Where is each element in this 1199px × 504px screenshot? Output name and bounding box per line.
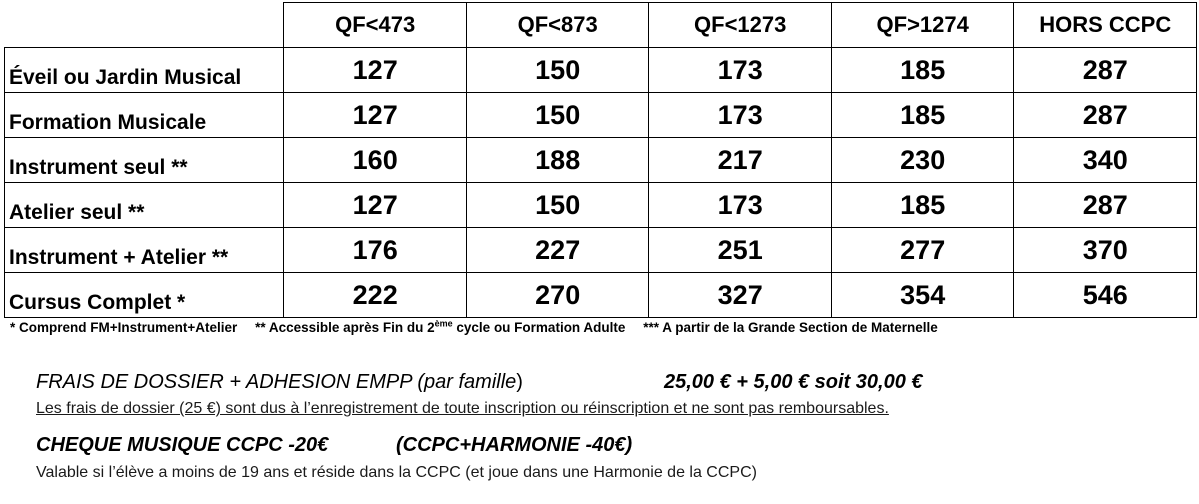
footnote-accessible [255, 320, 625, 335]
header-corner [5, 3, 284, 48]
price-cell: 370 [1014, 228, 1197, 273]
row-label: Atelier seul ** [5, 183, 284, 228]
price-cell: 150 [466, 183, 649, 228]
row-label: Éveil ou Jardin Musical [5, 48, 284, 93]
price-cell: 251 [649, 228, 832, 273]
fees-amounts: 25,00 € + 5,00 € soit 30,00 € [664, 371, 923, 393]
price-cell: 127 [284, 183, 467, 228]
cheque-title: CHEQUE MUSIQUE CCPC -20€ [36, 434, 329, 456]
table-row [5, 273, 1197, 318]
cheque-harmonie: (CCPC+HARMONIE -40€) [396, 434, 633, 456]
price-cell: 188 [466, 138, 649, 183]
table-row [5, 183, 1197, 228]
footnote-accessible-prefix: ** Accessible après Fin du 2 [255, 319, 435, 335]
price-cell: 327 [649, 273, 832, 318]
price-cell: 217 [649, 138, 832, 183]
price-cell: 270 [466, 273, 649, 318]
header-qf-1274: QF>1274 [831, 3, 1014, 48]
row-label: Cursus Complet * [5, 273, 284, 318]
price-cell: 354 [831, 273, 1014, 318]
price-cell: 127 [284, 93, 467, 138]
row-label: Instrument + Atelier ** [5, 228, 284, 273]
price-cell: 160 [284, 138, 467, 183]
price-cell: 222 [284, 273, 467, 318]
price-cell: 176 [284, 228, 467, 273]
price-cell: 150 [466, 48, 649, 93]
price-cell: 340 [1014, 138, 1197, 183]
fees-title [36, 371, 523, 393]
cheque-heading [36, 434, 633, 457]
header-row [5, 3, 1197, 48]
header-qf-473: QF<473 [284, 3, 467, 48]
price-cell: 127 [284, 48, 467, 93]
fees-title-close: ) [516, 371, 523, 393]
price-cell: 185 [831, 183, 1014, 228]
header-hors-ccpc: HORS CCPC [1014, 3, 1197, 48]
price-cell: 230 [831, 138, 1014, 183]
price-cell: 150 [466, 93, 649, 138]
fees-heading [36, 371, 923, 394]
table-row [5, 93, 1197, 138]
price-table [4, 2, 1197, 318]
header-qf-873: QF<873 [466, 3, 649, 48]
table-row [5, 228, 1197, 273]
price-cell: 185 [831, 48, 1014, 93]
price-cell: 185 [831, 93, 1014, 138]
fees-note: Les frais de dossier (25 €) sont dus à l’enregistrement de toute inscription ou réinscription et ne sont pas remboursables. [36, 400, 889, 417]
row-label: Formation Musicale [5, 93, 284, 138]
price-cell: 173 [649, 183, 832, 228]
table-row [5, 48, 1197, 93]
price-cell: 287 [1014, 93, 1197, 138]
price-cell: 287 [1014, 183, 1197, 228]
price-cell: 173 [649, 48, 832, 93]
footnote-accessible-suffix: cycle ou Formation Adulte [452, 319, 626, 335]
footnote-maternelle: *** A partir de la Grande Section de Maternelle [643, 319, 938, 335]
price-cell: 546 [1014, 273, 1197, 318]
price-cell: 277 [831, 228, 1014, 273]
header-qf-1273: QF<1273 [649, 3, 832, 48]
footnotes [10, 318, 952, 335]
footnote-accessible-sup: ème [434, 318, 453, 328]
price-cell: 287 [1014, 48, 1197, 93]
price-cell: 227 [466, 228, 649, 273]
footnote-cursus: * Comprend FM+Instrument+Atelier [10, 319, 238, 335]
cheque-note: Valable si l’élève a moins de 19 ans et réside dans la CCPC (et joue dans une Harmonie de la CCPC) [36, 464, 757, 481]
fees-title-main: FRAIS DE DOSSIER + ADHESION EMPP (par famille [36, 371, 517, 393]
table-row [5, 138, 1197, 183]
price-cell: 173 [649, 93, 832, 138]
row-label: Instrument seul ** [5, 138, 284, 183]
